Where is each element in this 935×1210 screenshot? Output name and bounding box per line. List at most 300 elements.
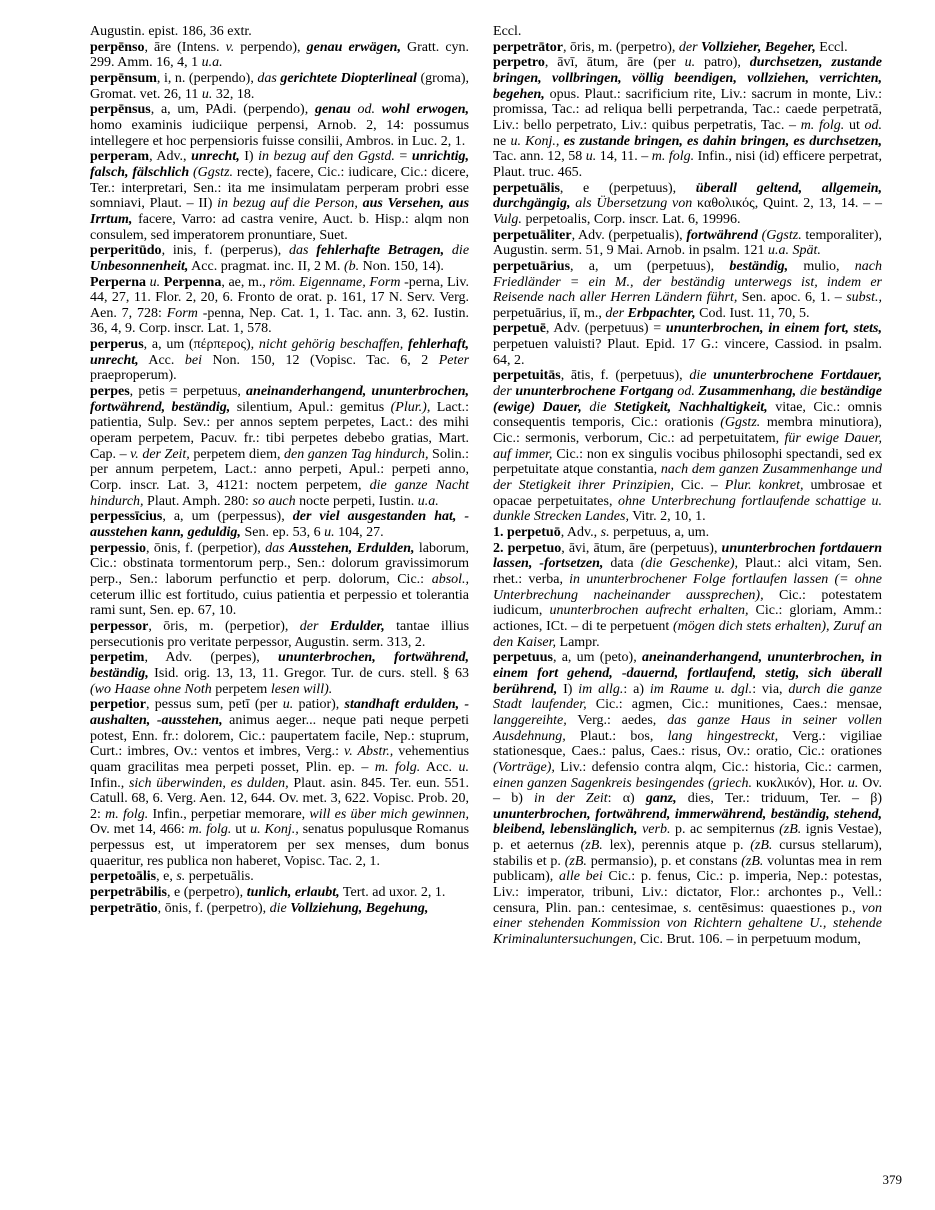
text-run: , ōris, m. (perpetro),: [563, 39, 679, 55]
text-run: od.: [673, 384, 699, 400]
text-run: Sen. ep. 53, 6: [240, 525, 325, 540]
text-run: perpetuārius: [493, 258, 571, 274]
text-run: 1. perpetuō: [493, 525, 561, 540]
text-run: Cic.: p. fenus, Cic.: p. imperia, Nep.: potestas, Liv.: imperator, tribuni, Liv.: dictator, Flor.: archontes p., Vell.: censura, Plin. pan.: centesimae,: [493, 869, 882, 916]
text-run: Cod. Iust. 11, 70, 5.: [695, 305, 810, 321]
text-run: perpetrābilis: [90, 885, 167, 901]
text-run: Isid. orig. 13, 13, 11. Gregor. Tur. de curs. stell. § 63: [148, 665, 470, 681]
text-run: im Raume u. dgl.: [649, 681, 753, 697]
text-run: v. der Zeit,: [130, 446, 190, 462]
text-run: , a, um (perpessus),: [162, 509, 293, 525]
text-run: 14, 11. –: [596, 149, 652, 165]
text-run: Cic.: potestatem iudicum,: [493, 587, 882, 619]
text-run: p. ac sempiternus: [670, 822, 780, 838]
text-run: u.: [847, 775, 859, 791]
text-run: (zB.: [750, 838, 773, 854]
text-run: der: [605, 305, 628, 321]
text-run: den ganzen Tag hindurch,: [284, 446, 429, 462]
text-run: Solin.: per annum perpetem, Lact.: anno perpeti, Apul.: perpeti anno, Corp. inscr. Lat. 3, 4121: noctem perpetem,: [90, 446, 470, 494]
text-run: aneinanderhangend, ununterbrochen, in einem fort gehend, -dauernd, fortlaufend, stetig, sich überall berührend,: [493, 650, 882, 697]
text-run: nach Friedländer = ein M., der beständig unterwegs ist, indem er Reisende nach aller Herren Ländern führt,: [493, 258, 883, 306]
text-run: temporaliter), Augustin. serm. 51, 9 Mai. Arnob. in psalm. 121: [493, 227, 882, 259]
text-run: perpetrātor: [493, 39, 563, 55]
text-run: tantae illius persecutionis pro veritate perpessor, Augustin. serm. 313, 2.: [90, 618, 470, 650]
text-run: das ganze Haus in seiner vollen Ausdehnung,: [493, 712, 882, 744]
text-run: Perperna: [90, 274, 146, 290]
text-run: der: [299, 618, 330, 634]
text-run: : α): [607, 791, 646, 807]
text-run: Infin.,: [90, 775, 129, 791]
text-run: Liv.: defensio contra alqm, Cic.: historia, Cic.: carmen,: [554, 759, 882, 775]
text-run: κυκλικόν), Hor.: [751, 775, 848, 791]
text-run: perperus: [90, 337, 144, 353]
text-run: ut: [844, 117, 865, 133]
text-run: animus aeger... neque pati neque perpeti potest, Enn. fr.: dolorem, Cic.: paupertatem facile, Nep.: stuprum, Curt.: imbres, Ov.: ventos et imbres, Verg.:: [90, 712, 470, 760]
text-run: in ununterbrochener Folge fortlaufen lassen (= ohne Unterbrechung nacheinander aussprechen),: [493, 571, 882, 603]
text-run: , āre (Intens.: [144, 39, 226, 55]
dictionary-entry: [493, 40, 882, 56]
text-run: , e (perpetro),: [167, 885, 247, 901]
text-run: u.: [458, 759, 470, 775]
text-run: u.: [282, 697, 294, 713]
text-run: perperam: [90, 149, 150, 165]
text-run: u.: [324, 525, 335, 540]
text-run: Gratt. cyn. 299. Amm. 16, 4, 1: [90, 39, 470, 71]
text-run: , ōnis, f. (perpetior),: [146, 540, 266, 556]
text-run: standhaft erdulden, -aushalten, -ausstehen,: [90, 697, 470, 728]
text-run: , a, um (πέρπερος),: [143, 337, 259, 353]
text-run: beständige (ewige) Dauer,: [493, 384, 882, 415]
text-run: Cic.: non ex singulis vocibus philosophi spectandi, sed ex perpetuitate atque constantia,: [493, 446, 882, 478]
text-run: perpetuus: [493, 650, 553, 666]
text-run: nach dem ganzen Zusammenhange und der Stetigkeit ihrer Prinzipien,: [493, 462, 882, 494]
text-run: Vollziehung, Begehung,: [290, 900, 429, 916]
text-run: m. folg.: [105, 806, 149, 822]
text-run: perpetuārius, iī, m.,: [493, 305, 606, 321]
text-run: data: [603, 556, 641, 572]
text-run: Cic. –: [673, 478, 725, 494]
text-run: sich überwinden, es dulden,: [128, 775, 289, 791]
dictionary-entry: [493, 525, 882, 541]
text-run: Cic.: agmen, Cic.: munitiones, Caes.: mensae,: [586, 697, 882, 713]
text-run: Plaut.: alci vitam, Sen. rhet.: verba,: [493, 556, 883, 587]
text-run: (groma), Gromat. vet. 26, 11: [90, 70, 470, 102]
text-run: Peter: [438, 352, 470, 368]
text-run: opus. Plaut.: sacrificium rite, Liv.: sacrum in monte, Liv.: promissa, Tac.: ad reliqua belli perpetranda, Tac.: caede perpetratā, Liv.: bello perpetrato, Liv.: quibus perpetratis, Tac. –: [493, 86, 882, 133]
text-run: fehlerhaft, unrecht,: [90, 337, 470, 368]
text-run: (mögen dich stets erhalten), Zuruf an den Kaiser,: [493, 618, 882, 650]
text-run: perpetoalis, Corp. inscr. Lat. 6, 19996.: [521, 211, 741, 227]
text-run: ununterbrochen, fortwährend, beständig,: [90, 650, 470, 681]
text-run: von einer stehenden Kommission von Richtern gehaltene U., stehende Kriminaluntersuchungen,: [493, 900, 882, 948]
text-run: in bezug auf den Ggstd.: [258, 149, 395, 165]
dictionary-entry: [90, 697, 469, 869]
dictionary-entry: [493, 181, 882, 228]
text-run: aus Versehen, aus Irrtum,: [90, 196, 470, 227]
text-run: für ewige Dauer, auf immer,: [493, 431, 882, 462]
text-run: unrecht,: [191, 149, 240, 165]
text-run: perpetuālis: [493, 180, 560, 196]
text-run: Perpenna: [163, 274, 222, 290]
text-run: das: [289, 243, 317, 259]
text-run: , Lact.: patientia, Sulp. Sev.: per annos septem perpetes, Lact.: des mihi operam perpetem, Pacuv. fr.: tibi perpetes debebo gratias, Mart. Cap. –: [90, 399, 470, 462]
text-run: Unbesonnenheit,: [90, 258, 189, 274]
text-run: Non. 150, 12 (Vopisc. Tac. 6, 2: [201, 352, 439, 368]
text-run: Tert. ad uxor. 2, 1.: [339, 885, 446, 901]
text-run: ununterbrochen, fortwährend, immerwährend, beständig, stehend, bleibend, lebenslänglich,: [493, 806, 882, 838]
text-run: (Ggstz.: [189, 164, 234, 180]
text-run: ceterum illic est fortitudo, cuius patientia et perpessio et tolerantia rami sunt, Sen. ep. 67, 10.: [90, 587, 470, 619]
text-columns: [90, 24, 882, 948]
text-run: die: [444, 243, 470, 259]
text-run: vehementius quam gracilitas mea perpeti posset, Plin. ep. –: [90, 744, 470, 775]
text-run: Plaut. Amph. 280:: [143, 493, 253, 509]
text-run: Erbpachter,: [627, 305, 696, 321]
dictionary-entry: [493, 368, 882, 525]
text-run: unrichtig, falsch, fälschlich: [90, 149, 470, 180]
text-run: perpessīcius: [90, 509, 163, 525]
text-run: , Adv. (perpes),: [144, 650, 279, 666]
text-run: v. Abstr.,: [344, 744, 394, 760]
text-run: Erdulder,: [329, 618, 385, 634]
text-run: s.: [176, 869, 186, 885]
text-run: (zB.: [580, 838, 603, 854]
text-run: Verg.: vigiliae stationesque, Caes.: palus, Caes.: risus, Ov.: oratio, Cic.: orationes: [493, 728, 882, 760]
text-run: in bezug auf die Person,: [217, 196, 358, 212]
text-run: perpetuitās: [493, 368, 561, 384]
text-run: Cic.: gloriam, Amm.: actiones, ICt. – di te perpetuent: [493, 603, 882, 634]
text-run: , a, um (peto),: [552, 650, 642, 666]
dictionary-entry: [90, 71, 469, 102]
text-run: lesen will).: [270, 681, 333, 697]
text-run: u.: [585, 149, 597, 165]
text-run: perpetuus, a, um.: [609, 525, 710, 540]
text-run: in der Zeit: [534, 791, 608, 807]
text-run: ununterbrochene Fortdauer,: [713, 368, 883, 384]
text-run: , e,: [156, 869, 177, 885]
text-run: (wo Haase ohne Noth: [90, 681, 212, 697]
text-run: Sen. apoc. 6, 1. –: [737, 290, 847, 306]
text-run: die: [269, 900, 291, 916]
text-run: voluntas mea in rem publicam),: [493, 853, 882, 885]
text-run: die: [689, 368, 714, 384]
text-run: patro),: [695, 55, 750, 71]
text-run: aneinanderhangend, ununterbrochen, fortwährend, beständig,: [90, 384, 470, 415]
text-run: alle bei: [558, 869, 603, 885]
dictionary-entry: [493, 259, 882, 322]
dictionary-entry: [90, 24, 469, 40]
text-run: Acc.: [420, 759, 459, 775]
text-run: membra minutiora), Cic.: sermonis, verborum, Cic.: ad perpetuitatem,: [493, 415, 882, 447]
text-run: vitae, Cic.: omnis consequentis temporis, Cic.: orationis: [493, 399, 882, 431]
dictionary-entry: [493, 650, 882, 947]
text-run: (Ggstz.: [720, 415, 761, 431]
text-run: umbrosae et opacae perpetuitates,: [493, 478, 882, 509]
text-run: , petis = perpetuus,: [129, 384, 247, 400]
text-run: cursus stellarum), stabilis et p.: [493, 838, 883, 869]
text-run: durch die ganze Stadt laufender,: [493, 681, 883, 713]
text-run: im allg.: [578, 681, 624, 697]
text-run: senatus populusque Romanus perpessus est, ut imperatorem per sex menses, dum bonus quaeritur, res publica non haberet, Vopisc. Tac. 2, 1.: [90, 822, 470, 869]
text-run: m. folg.: [651, 149, 695, 165]
text-run: homo examinis iudiciique perpensi, Arnob. 2, 14: possumus intellegere et hoc perpensioris fuisse consilii, Ambros. in Luc. 2, 1.: [90, 117, 470, 149]
text-run: Infin., perpetiar memorare,: [148, 806, 310, 822]
dictionary-entry: [493, 55, 882, 180]
text-run: (die Geschenke),: [640, 556, 739, 572]
text-run: , i, n. (perpendo),: [156, 70, 258, 86]
text-run: καθολικός, Quint. 2, 13, 14. – –: [692, 196, 882, 212]
text-run: perpetem diem,: [189, 446, 284, 462]
text-run: Vulg.: [493, 211, 522, 227]
text-run: m. folg.: [374, 759, 421, 775]
text-run: tunlich, erlaubt,: [246, 885, 340, 901]
text-run: perpēnsum: [90, 70, 157, 86]
text-run: , Adv. (perpetuus) =: [545, 321, 666, 337]
text-run: , Adv. (perpetualis),: [571, 227, 687, 243]
text-run: lex), perennis atque p.: [602, 838, 751, 854]
text-run: perpetuāliter: [493, 227, 572, 243]
text-run: (Ggstz.: [757, 227, 802, 243]
text-run: laborum, Cic.: obstinata tormentorum perp., Sen.: dolorum gravissimorum perp., Sen.: laborum perfunctio et perp. dolorum, Cic.:: [90, 540, 470, 587]
text-run: Lampr.: [556, 634, 600, 650]
text-run: (Vorträge),: [493, 759, 555, 775]
text-run: , ae, m.,: [221, 274, 270, 290]
text-run: (b.: [343, 258, 360, 274]
text-run: Infin., nisi (id) efficere perpetrat, Plaut. truc. 465.: [493, 149, 883, 180]
text-run: perpessio: [90, 540, 146, 556]
text-run: ganz,: [645, 791, 677, 807]
text-run: : a): [623, 681, 650, 697]
text-run: einen ganzen Sagenkreis besingendes (griech.: [493, 775, 752, 791]
text-run: Plaut.: bos,: [565, 728, 668, 744]
text-run: Form: [166, 305, 198, 321]
text-run: subst.,: [846, 290, 882, 306]
text-run: =: [394, 149, 412, 165]
text-run: perpetuālis.: [185, 869, 254, 885]
text-run: I): [557, 681, 579, 697]
text-run: Acc. pragmat. inc. II, 2 M.: [188, 258, 344, 274]
text-run: u.a.: [201, 55, 223, 71]
text-run: Tac. ann. 12, 58: [493, 149, 586, 165]
dictionary-entry: [90, 102, 469, 149]
text-run: (zB.: [779, 822, 802, 838]
text-run: gerichtete Diopterlineal: [280, 70, 417, 86]
text-run: s.: [600, 525, 610, 540]
text-run: perpetrātio: [90, 900, 158, 916]
text-run: Augustin. epist. 186, 36 extr.: [90, 24, 252, 39]
text-run: das: [265, 540, 289, 556]
text-run: ununterbrochen aufrecht erhalten,: [549, 603, 749, 619]
text-run: perpetem: [211, 681, 271, 697]
text-run: perpetim: [90, 650, 145, 666]
text-run: , āvi, ātum, āre (perpetuus),: [561, 540, 722, 556]
text-run: m. folg.: [800, 117, 845, 133]
text-run: facere, Varro: ad castra venire, Auct. b. Hisp.: alqm non consulem, sed imperatorem pronuntiare, Suet.: [90, 211, 470, 243]
text-run: u.: [684, 55, 696, 71]
text-run: mulio,: [788, 258, 855, 274]
text-run: der: [678, 39, 702, 55]
dictionary-entry: [90, 869, 469, 885]
dictionary-entry: [493, 24, 882, 40]
text-run: Eccl.: [815, 39, 848, 55]
right-column: [493, 24, 882, 948]
text-run: die: [581, 399, 614, 415]
dictionary-entry: [90, 384, 469, 509]
text-run: (Plur.): [390, 399, 427, 415]
text-run: perpetuen valuisti? Plaut. Epid. 17 G.: vincere, Cassiod. in psalm. 64, 2.: [493, 337, 882, 368]
dictionary-entry: [90, 149, 469, 243]
text-run: die ganze Nacht hindurch,: [90, 478, 470, 509]
text-run: nocte perpeti, Iustin.: [295, 493, 418, 509]
dictionary-entry: [90, 337, 469, 384]
text-run: perpendo),: [234, 39, 307, 55]
dictionary-entry: [90, 275, 469, 338]
text-run: permansio), p. et constans: [586, 853, 742, 869]
text-run: die: [796, 384, 821, 400]
text-run: perpetior: [90, 697, 146, 713]
text-run: perpes: [90, 384, 130, 400]
text-run: perperitūdo: [90, 243, 162, 259]
dictionary-entry: [90, 619, 469, 650]
text-run: u.: [145, 274, 164, 290]
text-run: überall geltend, allgemein, durchgängig,: [493, 180, 883, 212]
dictionary-entry: [90, 243, 469, 274]
text-run: u. Konj.,: [510, 133, 560, 149]
text-run: Plur. konkret,: [724, 478, 804, 494]
text-run: Plaut. asin. 845. Ter. eun. 551. Catull. 68, 6. Verg. Aen. 12, 644. Ov. met. 3, 622. Vopisc. Prob. 20, 2:: [90, 775, 470, 822]
text-run: od.: [864, 117, 883, 133]
text-run: ne: [493, 133, 511, 149]
text-run: 2. perpetuo: [493, 540, 562, 556]
text-run: Verg.: aedes,: [566, 712, 668, 728]
text-run: , ōris, m. (perpetior),: [148, 618, 300, 634]
text-run: absol.,: [431, 571, 470, 587]
text-run: wohl erwogen,: [381, 102, 470, 118]
text-run: ohne Unterbrechung fortlaufende schattige u. dunkle Strecken Landes,: [493, 493, 882, 525]
left-column: [90, 24, 469, 948]
text-run: I): [239, 149, 259, 165]
text-run: , ātis, f. (perpetuus),: [560, 368, 690, 384]
text-run: , a, um (perpetuus),: [570, 258, 730, 274]
text-run: ut: [231, 822, 251, 838]
text-run: fortwährend: [686, 227, 758, 243]
text-run: will es über mich gewinnen,: [309, 806, 470, 822]
text-run: Cic. Brut. 106. – in perpetuum modum,: [636, 932, 861, 948]
text-run: Vollzieher, Begeher,: [701, 39, 816, 55]
text-run: (zB.: [564, 853, 587, 869]
text-run: ununterbrochene Fortgang: [515, 384, 674, 400]
text-run: nicht gehörig beschaffen,: [258, 337, 408, 353]
text-run: -perna, Liv. 44, 27, 11. Flor. 2, 20, 6. Fronto de orat. p. 161, 17 N. Serv. Verg. Aen. 7, 728:: [90, 274, 470, 321]
text-run: 32, 18.: [212, 86, 255, 102]
dictionary-entry: [493, 541, 882, 651]
text-run: es zustande bringen, es dahin bringen, es durchsetzen,: [559, 133, 882, 149]
text-run: durchsetzen, zustande bringen, vollbringen, völlig beendigen, vollziehen, verrichten, begehen,: [493, 55, 882, 102]
text-run: s.: [683, 900, 692, 916]
text-run: : via,: [752, 681, 789, 697]
text-run: perpetro: [493, 55, 545, 71]
dictionary-entry: [90, 885, 469, 901]
text-run: ununterbrochen fortdauern lassen, -fortsetzen,: [493, 540, 882, 572]
text-run: m. folg.: [188, 822, 232, 838]
text-run: perpetuē: [493, 321, 546, 337]
text-run: als Übersetzung von: [570, 196, 693, 212]
dictionary-entry: [90, 541, 469, 619]
text-run: fehlerhafte Betragen,: [316, 243, 445, 259]
text-run: Stetigkeit, Nachhaltigkeit,: [613, 399, 768, 415]
dictionary-entry: [493, 321, 882, 368]
text-run: patior),: [293, 697, 345, 713]
text-run: bei: [184, 352, 202, 368]
text-run: Ov. – b): [493, 775, 882, 807]
text-run: genau: [314, 102, 351, 118]
text-run: recte), facere, Cic.: iudicare, Cic.: dicere, Ter.: interpretari, Sen.: ita me insimulatam perperam probri esse somniavi, Plaut. – II): [90, 164, 470, 212]
text-run: perpetoālis: [90, 869, 157, 885]
text-run: u.a. Spät.: [767, 243, 821, 259]
text-run: od.: [350, 102, 382, 118]
text-run: der: [493, 384, 516, 400]
dictionary-entry: [90, 650, 469, 697]
text-run: ununterbrochen, in einem fort, stets,: [665, 321, 883, 337]
text-run: u.: [201, 86, 213, 102]
text-run: Acc.: [138, 352, 185, 368]
text-run: Ausstehen, Erdulden,: [288, 540, 415, 556]
dictionary-entry: [90, 40, 469, 71]
text-run: langgereihte,: [493, 712, 567, 728]
text-run: das: [257, 70, 281, 86]
text-run: beständig,: [729, 258, 789, 274]
text-run: genau erwägen,: [306, 39, 401, 55]
text-run: , a, um, PAdi. (perpendo),: [150, 102, 315, 118]
text-run: u. Konj.,: [250, 822, 299, 838]
text-run: , e (perpetuus),: [559, 180, 696, 196]
text-run: perpessor: [90, 618, 149, 634]
text-run: ignis Vestae), p. et aeternus: [493, 822, 882, 854]
text-run: -penna, Nep. Cat. 1, 1. Tac. ann. 3, 62. Iustin. 36, 4, 9. Corp. inscr. Lat. 1, 578.: [90, 305, 470, 337]
text-run: centēsimus: quaestiones p.,: [691, 900, 862, 916]
text-run: Ov. met 14, 466:: [90, 822, 189, 838]
text-run: , Adv.,: [560, 525, 601, 540]
text-run: , inis, f. (perperus),: [161, 243, 290, 259]
text-run: Zusammenhang,: [698, 384, 797, 400]
text-run: perpēnsus: [90, 102, 151, 118]
text-run: silentium, Apul.: gemitus: [230, 399, 391, 415]
text-run: Eccl.: [493, 24, 522, 39]
text-run: v.: [225, 39, 235, 55]
text-run: , Adv.,: [149, 149, 192, 165]
text-run: verb.: [637, 822, 671, 838]
text-run: , ōnis, f. (perpetro),: [157, 900, 270, 916]
text-run: praeproperum).: [90, 368, 177, 384]
text-run: , āvī, ātum, āre (per: [544, 55, 685, 71]
text-run: lang hingestreckt,: [667, 728, 779, 744]
text-run: Non. 150, 14).: [359, 258, 444, 274]
text-run: röm. Eigenname, Form: [269, 274, 401, 290]
text-run: so auch: [252, 493, 296, 509]
text-run: u.a.: [417, 493, 439, 509]
dictionary-entry: [90, 901, 469, 917]
text-run: dies, Ter.: triduum, Ter. – β): [676, 791, 882, 807]
text-run: Vitr. 2, 10, 1.: [628, 509, 706, 525]
text-run: der viel ausgestanden hat, -ausstehen kann, geduldig,: [90, 509, 470, 540]
dictionary-entry: [493, 228, 882, 259]
text-run: 104, 27.: [334, 525, 384, 540]
text-run: perpēnso: [90, 39, 145, 55]
dictionary-entry: [90, 509, 469, 540]
text-run: (zB.: [741, 853, 764, 869]
text-run: , pessus sum, petī (per: [145, 697, 283, 713]
page-number: 379: [882, 1172, 902, 1187]
